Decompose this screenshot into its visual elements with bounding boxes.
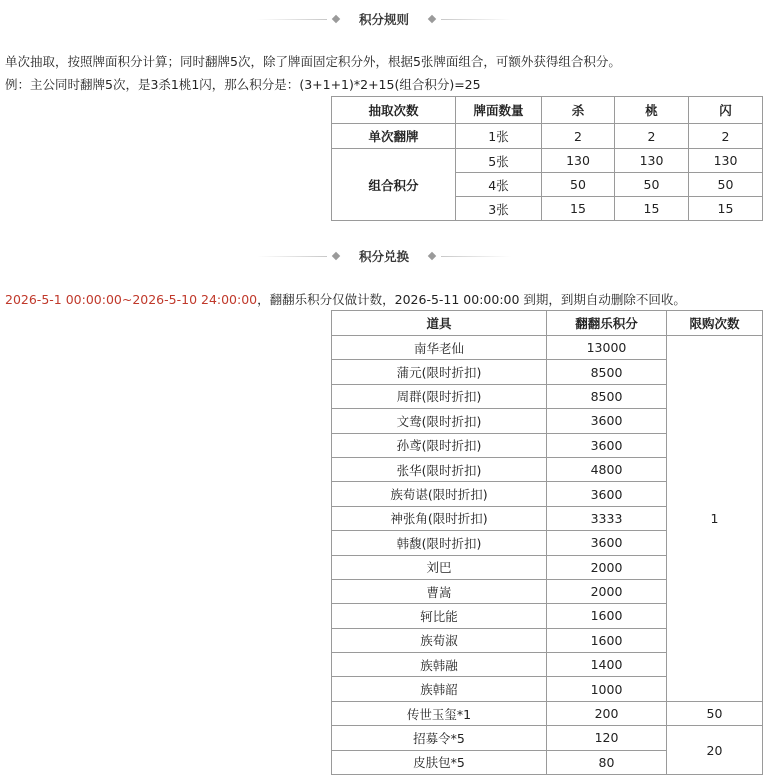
shan-points: 15 bbox=[689, 197, 763, 221]
item-name: 族荀谌(限时折扣) bbox=[332, 482, 547, 506]
item-name: 族荀淑 bbox=[332, 628, 547, 652]
rules-header-row bbox=[332, 97, 763, 124]
rules-section-title bbox=[0, 9, 768, 29]
item-name: 神张角(限时折扣) bbox=[332, 506, 547, 530]
header-cell: 杀 bbox=[542, 97, 615, 124]
item-name: 韩馥(限时折扣) bbox=[332, 531, 547, 555]
item-name: 皮肤包*5 bbox=[332, 750, 547, 774]
divider-line bbox=[441, 256, 511, 257]
item-points: 1600 bbox=[547, 628, 667, 652]
header-cell: 限购次数 bbox=[667, 311, 763, 336]
table-row bbox=[332, 701, 763, 725]
item-name: 南华老仙 bbox=[332, 336, 547, 360]
tao-points: 50 bbox=[615, 173, 689, 197]
exchange-period: 2026-5-1 00:00:00~2026-5-10 24:00:00 bbox=[5, 292, 258, 307]
header-cell: 牌面数量 bbox=[456, 97, 542, 124]
item-points: 200 bbox=[547, 701, 667, 725]
item-name: 轲比能 bbox=[332, 604, 547, 628]
card-count: 5张 bbox=[456, 149, 542, 173]
item-points: 13000 bbox=[547, 336, 667, 360]
item-name: 族韩融 bbox=[332, 653, 547, 677]
card-count: 1张 bbox=[456, 124, 542, 149]
tao-points: 130 bbox=[615, 149, 689, 173]
item-points: 3600 bbox=[547, 531, 667, 555]
item-name: 传世玉玺*1 bbox=[332, 701, 547, 725]
rules-table bbox=[331, 96, 763, 221]
divider-line bbox=[257, 19, 327, 20]
header-cell: 桃 bbox=[615, 97, 689, 124]
item-points: 8500 bbox=[547, 384, 667, 408]
header-cell: 抽取次数 bbox=[332, 97, 456, 124]
diamond-icon bbox=[332, 252, 340, 260]
item-points: 4800 bbox=[547, 457, 667, 481]
item-name: 刘巴 bbox=[332, 555, 547, 579]
sha-points: 15 bbox=[542, 197, 615, 221]
rules-description: 单次抽取，按照牌面积分计算；同时翻牌5次，除了牌面固定积分外，根据5张牌面组合，可额外获得组合积分。 bbox=[5, 54, 621, 69]
item-points: 1600 bbox=[547, 604, 667, 628]
item-points: 1000 bbox=[547, 677, 667, 701]
single-draw-label: 单次翻牌 bbox=[332, 124, 456, 149]
sha-points: 50 bbox=[542, 173, 615, 197]
table-row bbox=[332, 336, 763, 360]
exchange-title: 积分兑换 bbox=[358, 249, 409, 264]
diamond-icon bbox=[428, 15, 436, 23]
exchange-table bbox=[331, 310, 763, 775]
item-points: 3333 bbox=[547, 506, 667, 530]
sha-points: 130 bbox=[542, 149, 615, 173]
shan-points: 2 bbox=[689, 124, 763, 149]
item-points: 3600 bbox=[547, 482, 667, 506]
header-cell: 闪 bbox=[689, 97, 763, 124]
tao-points: 2 bbox=[615, 124, 689, 149]
table-row bbox=[332, 124, 763, 149]
item-points: 80 bbox=[547, 750, 667, 774]
sha-points: 2 bbox=[542, 124, 615, 149]
header-cell: 翻翻乐积分 bbox=[547, 311, 667, 336]
combo-points-label: 组合积分 bbox=[332, 149, 456, 221]
purchase-limit: 1 bbox=[667, 336, 763, 702]
purchase-limit: 20 bbox=[667, 726, 763, 775]
item-name: 周群(限时折扣) bbox=[332, 384, 547, 408]
exchange-header-row bbox=[332, 311, 763, 336]
purchase-limit: 50 bbox=[667, 701, 763, 725]
exchange-section-title bbox=[0, 246, 768, 266]
item-points: 3600 bbox=[547, 433, 667, 457]
diamond-icon bbox=[332, 15, 340, 23]
item-name: 族韩韶 bbox=[332, 677, 547, 701]
exchange-notice-text: ，翻翻乐积分仅做计数，2026-5-11 00:00:00 到期，到期自动删除不回收。 bbox=[257, 292, 686, 307]
header-cell: 道具 bbox=[332, 311, 547, 336]
table-row bbox=[332, 726, 763, 750]
card-count: 4张 bbox=[456, 173, 542, 197]
table-row bbox=[332, 149, 763, 173]
exchange-notice bbox=[5, 290, 686, 308]
item-name: 文鸯(限时折扣) bbox=[332, 409, 547, 433]
shan-points: 130 bbox=[689, 149, 763, 173]
item-name: 蒲元(限时折扣) bbox=[332, 360, 547, 384]
item-name: 招募令*5 bbox=[332, 726, 547, 750]
item-name: 曹嵩 bbox=[332, 579, 547, 603]
shan-points: 50 bbox=[689, 173, 763, 197]
divider-line bbox=[441, 19, 511, 20]
card-count: 3张 bbox=[456, 197, 542, 221]
rules-title: 积分规则 bbox=[358, 12, 409, 27]
item-points: 8500 bbox=[547, 360, 667, 384]
rules-example: 例：主公同时翻牌5次，是3杀1桃1闪，那么积分是：(3+1+1)*2+15(组合积分)=25 bbox=[5, 77, 481, 92]
tao-points: 15 bbox=[615, 197, 689, 221]
item-points: 120 bbox=[547, 726, 667, 750]
diamond-icon bbox=[428, 252, 436, 260]
divider-line bbox=[257, 256, 327, 257]
item-points: 2000 bbox=[547, 579, 667, 603]
item-name: 孙鸢(限时折扣) bbox=[332, 433, 547, 457]
item-name: 张华(限时折扣) bbox=[332, 457, 547, 481]
item-points: 2000 bbox=[547, 555, 667, 579]
item-points: 3600 bbox=[547, 409, 667, 433]
item-points: 1400 bbox=[547, 653, 667, 677]
